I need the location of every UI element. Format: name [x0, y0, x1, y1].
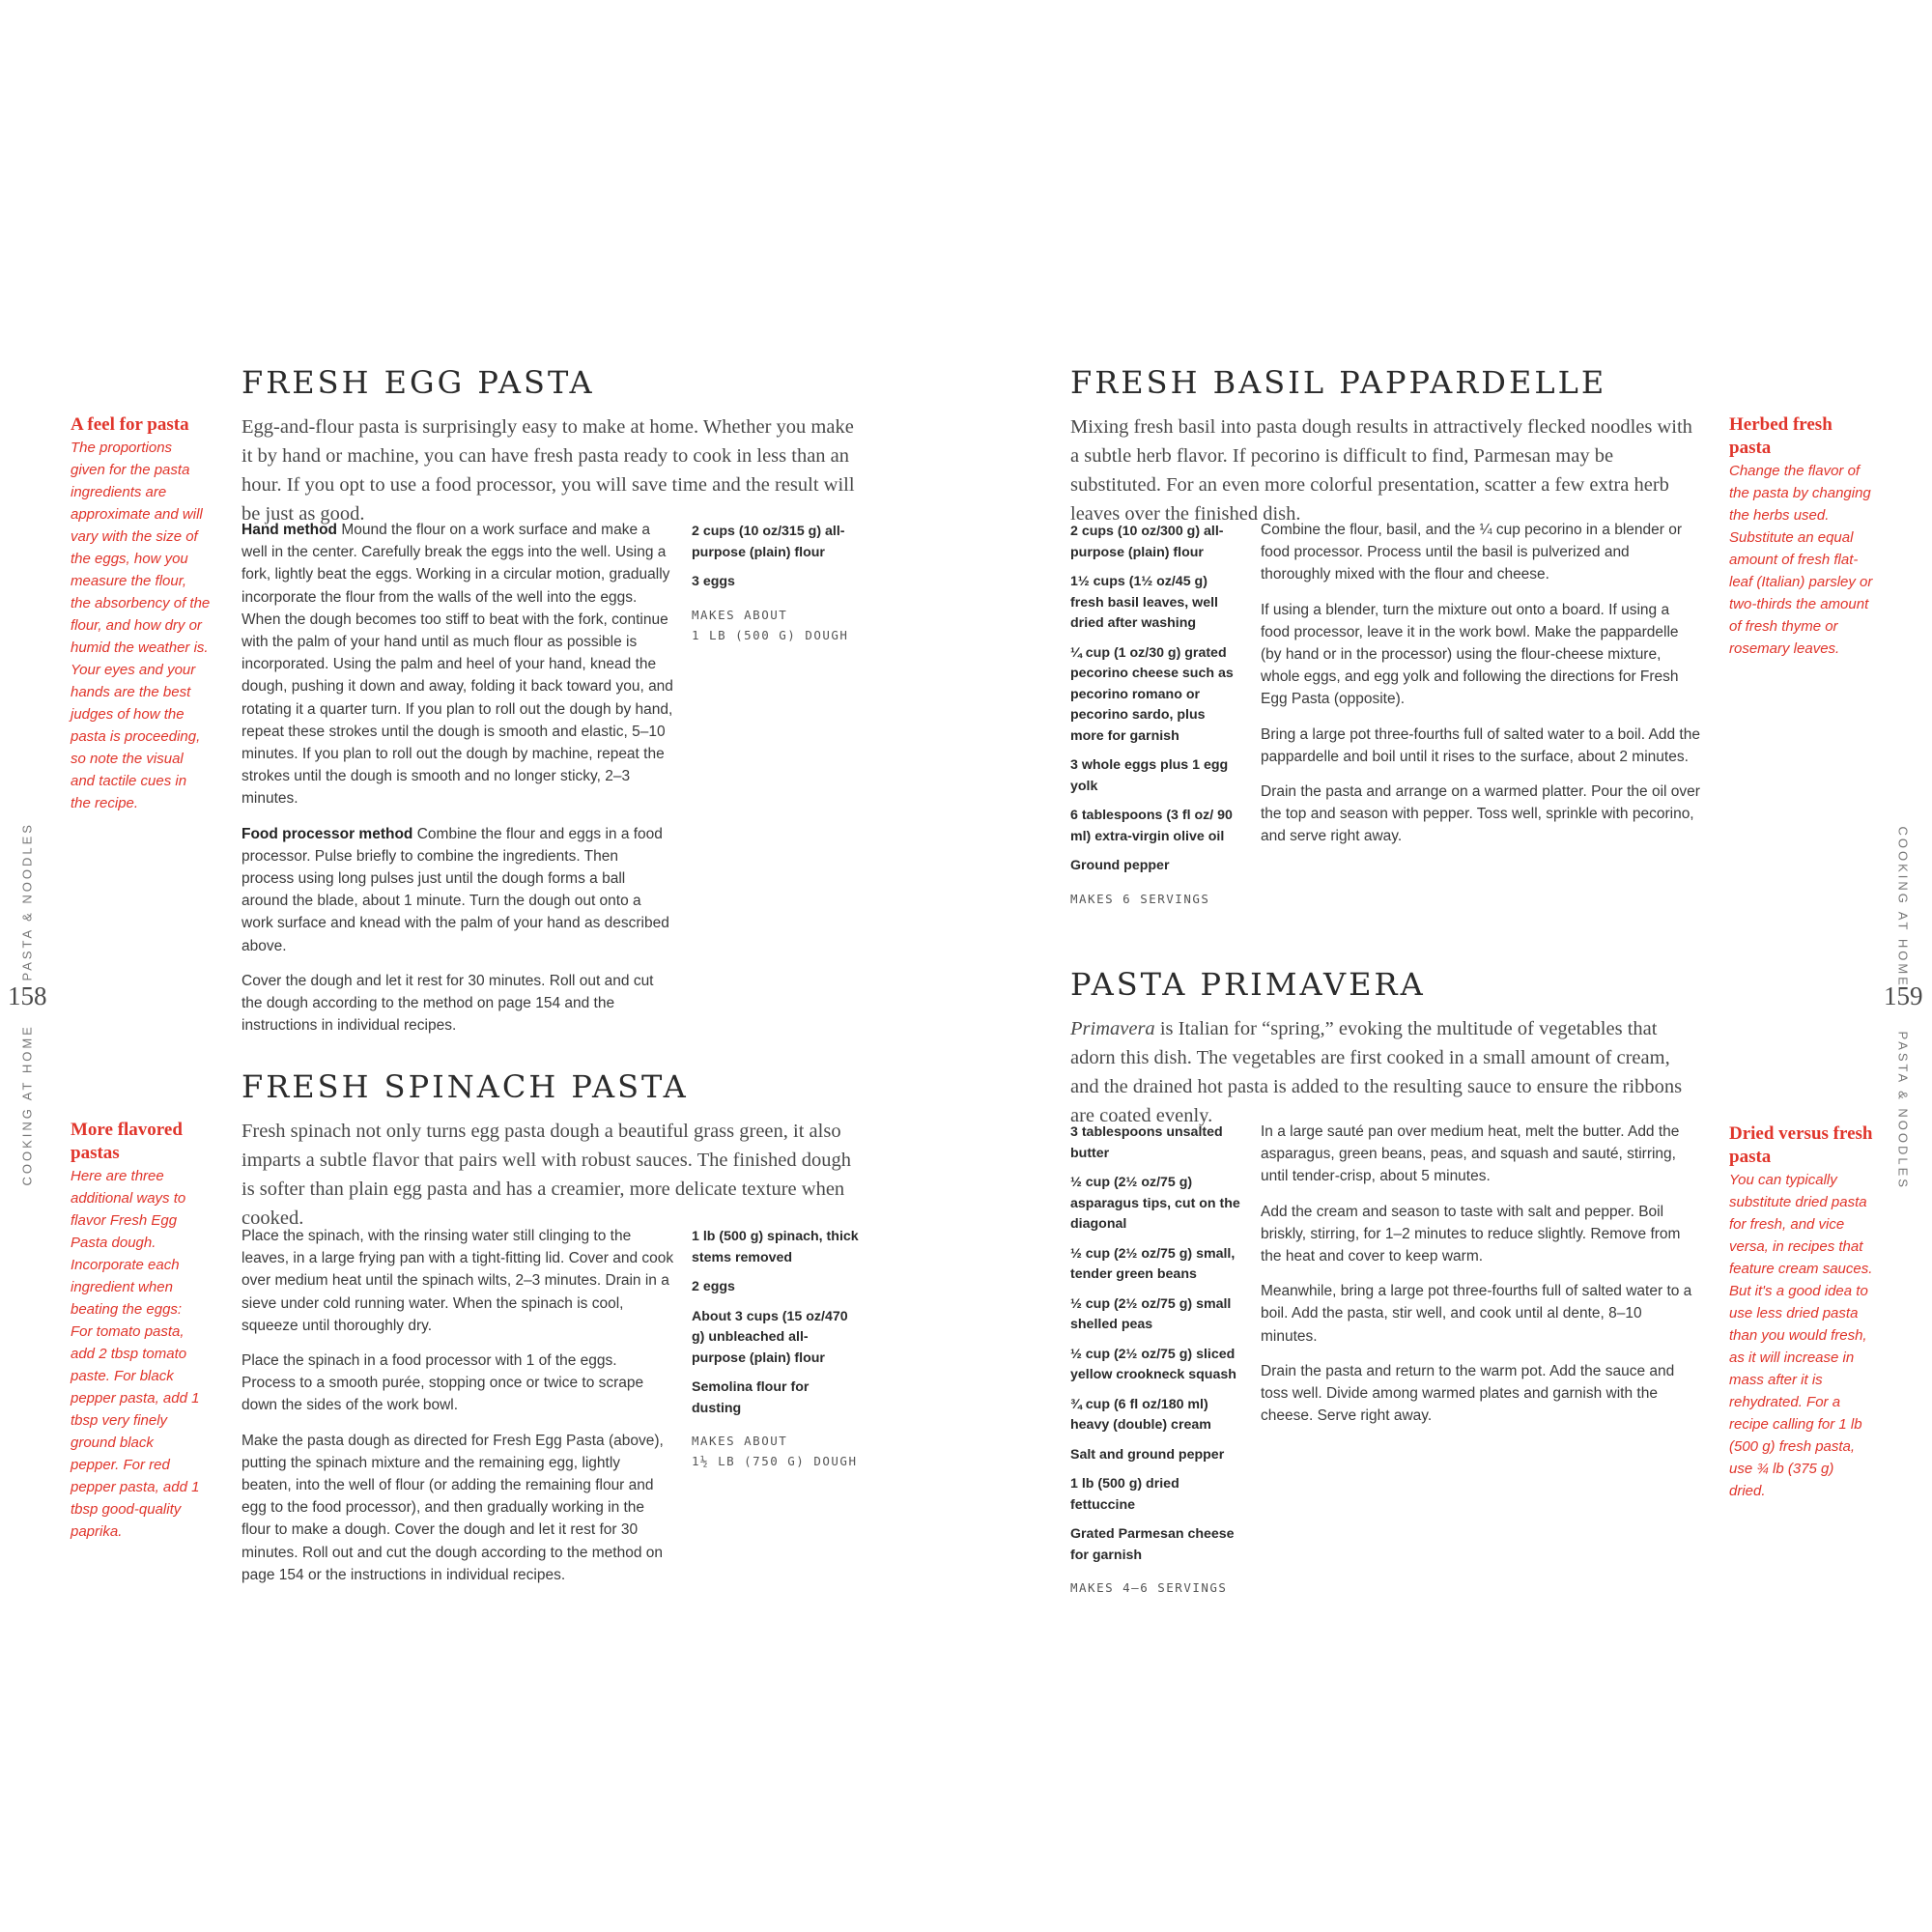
sidebar-text: Change the flavor of the pasta by changing the herbs used. Substitute an equal amount of fresh flat-leaf (Italian) parsley or two-thirds the amount of fresh thyme or rosemary leaves.: [1729, 463, 1873, 657]
ingredient: 1½ cups (1½ oz/45 g) fresh basil leaves, well dried after washing: [1070, 574, 1218, 631]
method-step: Bring a large pot three-fourths full of salted water to a boil. Add the pappardelle and boil until it rises to the surface, about 2 minutes.: [1261, 725, 1700, 765]
method-step: Place the spinach in a food processor with 1 of the eggs. Process to a smooth purée, stopping once or twice to scrape down the sides of the work bowl.: [242, 1352, 644, 1414]
recipe-method: [242, 519, 674, 1049]
method-step: If using a blender, turn the mixture out onto a board. If using a food processor, leave it in the work bowl. Make the pappardelle (by hand or in the processor) using the flour-cheese mixture, whole eggs, and egg yolk and following the directions for Fresh Egg Pasta (opposite).: [1261, 601, 1679, 708]
running-head-book-left: COOKING AT HOME: [19, 1024, 35, 1186]
ingredient: Ground pepper: [1070, 858, 1170, 873]
recipe-title: FRESH EGG PASTA: [242, 364, 595, 401]
method-step: Cover the dough and let it rest for 30 minutes. Roll out and cut the dough according to the method on page 154 and the instructions in individual recipes.: [242, 972, 654, 1035]
ingredient: About 3 cups (15 oz/470 g) unbleached all-purpose (plain) flour: [692, 1308, 848, 1366]
method-step: Place the spinach, with the rinsing water still clinging to the leaves, in a large frying pan with a tight-fitting lid. Cover and cook over medium heat until the spinach wilts, 2–3 minutes. Drain in a sieve under cold running water. When the spinach is cool, squeeze until thoroughly dry.: [242, 1228, 674, 1334]
ingredient-list: [1070, 522, 1242, 909]
recipe-yield: [692, 1431, 861, 1471]
sidebar-heading: A feel for pasta: [71, 414, 189, 435]
intro-text: is Italian for “spring,” evoking the multitude of vegetables that adorn this dish. The vegetables are first cooked in a small amount of cream, and the drained hot pasta is added to the resulting sauce to ensure the ribbons are coated evenly.: [1070, 1018, 1683, 1126]
running-head-section-left: PASTA & NOODLES: [19, 822, 35, 981]
method-lead: Food processor method: [242, 825, 413, 842]
ingredient: ½ cup (2½ oz/75 g) small shelled peas: [1070, 1295, 1232, 1332]
recipe-yield: MAKES 6 SERVINGS: [1070, 891, 1210, 906]
method-step: Combine the flour, basil, and the ¼ cup pecorino in a blender or food processor. Process until the basil is pulverized and thoroughly mixed with the flour and cheese.: [1261, 522, 1682, 583]
sidebar-heading: More flavored pastas: [71, 1120, 183, 1163]
recipe-intro: [1070, 1014, 1698, 1130]
method-step: In a large sauté pan over medium heat, melt the butter. Add the asparagus, green beans, peas, and squash and sauté, stirring, until tender-crisp, about 5 minutes.: [1261, 1123, 1680, 1185]
ingredient: 1 lb (500 g) spinach, thick stems removed: [692, 1229, 859, 1265]
sidebar-more-flavored-pastas: [71, 1119, 206, 1543]
ingredient: 2 eggs: [692, 1279, 735, 1294]
yield-line: MAKES ABOUT: [692, 1434, 788, 1448]
sidebar-text: You can typically substitute dried pasta for fresh, and vice versa, in recipes that feature cream sauces. But it's a good idea to use less dried pasta than you would fresh, as it will increase in mass after it is rehydrated. For a recipe calling for 1 lb (500 g) fresh pasta, use ¾ lb (375 g) dried.: [1729, 1172, 1873, 1499]
recipe-fresh-spinach-pasta: [242, 1068, 860, 1233]
sidebar-heading: Dried versus fresh pasta: [1729, 1123, 1873, 1167]
page-number-left: 158: [8, 981, 47, 1010]
recipe-method: [1261, 519, 1700, 861]
ingredient: 3 whole eggs plus 1 egg yolk: [1070, 757, 1229, 794]
ingredient-list: [692, 522, 856, 645]
ingredient-list: [1070, 1122, 1242, 1598]
method-step: Meanwhile, bring a large pot three-fourths full of salted water to a boil. Add the pasta, stir well, and cook until al dente, 8–10 minutes.: [1261, 1283, 1692, 1345]
recipe-pasta-primavera: [1070, 966, 1698, 1130]
recipe-title: FRESH BASIL PAPPARDELLE: [1070, 364, 1607, 401]
ingredient: Semolina flour for dusting: [692, 1379, 810, 1416]
recipe-yield: [692, 605, 856, 645]
ingredient: ¼ cup (1 oz/30 g) grated pecorino cheese such as pecorino romano or pecorino sardo, plus more for garnish: [1070, 644, 1234, 744]
yield-line: 1½ LB (750 G) DOUGH: [692, 1454, 858, 1468]
recipe-intro: Fresh spinach not only turns egg pasta dough a beautiful grass green, it also imparts a subtle flavor that pairs well with robust sauces. The finished dough is softer than plain egg pasta and has a creamier, more delicate texture when cooked.: [242, 1121, 852, 1229]
intro-emphasis: Primavera: [1070, 1018, 1155, 1039]
method-step: Add the cream and season to taste with salt and pepper. Boil briskly, stirring, for 1–2 minutes to reduce slightly. Remove from the heat and cover to keep warm.: [1261, 1203, 1681, 1265]
ingredient: ¾ cup (6 fl oz/180 ml) heavy (double) cream: [1070, 1396, 1211, 1433]
yield-line: 1 LB (500 G) DOUGH: [692, 627, 849, 642]
ingredient: 2 cups (10 oz/300 g) all-purpose (plain) flour: [1070, 524, 1224, 560]
ingredient-list: [692, 1227, 861, 1471]
ingredient: ½ cup (2½ oz/75 g) small, tender green beans: [1070, 1245, 1236, 1282]
method-step: [242, 823, 674, 957]
ingredient: 3 tablespoons unsalted butter: [1070, 1124, 1223, 1161]
ingredient: ½ cup (2½ oz/75 g) asparagus tips, cut on the diagonal: [1070, 1175, 1240, 1232]
running-head-book-right: COOKING AT HOME: [1895, 826, 1911, 988]
ingredient: 2 cups (10 oz/315 g) all-purpose (plain) flour: [692, 524, 845, 560]
method-text: Mound the flour on a work surface and make a well in the center. Carefully break the eggs into the well. Using a fork, lightly beat the eggs. Working in a circular motion, gradually incorporate the flour from the walls of the well into the eggs. When the dough becomes too stiff to beat with the fork, continue with the palm of your hand until as much flour as possible is incorporated. Using the palm and heel of your hand, knead the dough, pushing it down and away, folding it back toward you, and rotating it a quarter turn. If you plan to roll out the dough by hand, repeat these strokes until the dough is smooth and elastic, 5–10 minutes. If you plan to roll out the dough by machine, repeat the strokes until the dough is smooth and no longer sticky, 2–3 minutes.: [242, 522, 673, 808]
sidebar-herbed-fresh-pasta: [1729, 413, 1874, 660]
sidebar-text: The proportions given for the pasta ingredients are approximate and will vary with the size of the eggs, how you measure the flour, the absorbency of the flour, and how dry or humid the weather is. Your eyes and your hands are the best judges of how the pasta is proceeding, so note the visual and tactile cues in the recipe.: [71, 440, 211, 811]
recipe-method: [242, 1225, 674, 1599]
method-text: Combine the flour and eggs in a food processor. Pulse briefly to combine the ingredients. Then process using long pulses just until the dough forms a ball around the blade, about 1 minute. Turn the dough out onto a work surface and knead with the palm of your hand as described above.: [242, 825, 669, 954]
ingredient: 6 tablespoons (3 fl oz/ 90 ml) extra-virgin olive oil: [1070, 808, 1233, 844]
page-number-right: 159: [1884, 981, 1923, 1010]
recipe-fresh-egg-pasta: [242, 364, 860, 528]
method-lead: Hand method: [242, 522, 338, 538]
running-head-section-right: PASTA & NOODLES: [1895, 1031, 1911, 1190]
recipe-method: [1261, 1121, 1693, 1439]
recipe-title: FRESH SPINACH PASTA: [242, 1068, 689, 1105]
ingredient: 1 lb (500 g) dried fettuccine: [1070, 1476, 1179, 1513]
recipe-title: PASTA PRIMAVERA: [1070, 966, 1426, 1003]
ingredient: ½ cup (2½ oz/75 g) sliced yellow crookneck squash: [1070, 1346, 1236, 1382]
ingredient: Salt and ground pepper: [1070, 1446, 1225, 1463]
sidebar-text: Here are three additional ways to flavor Fresh Egg Pasta dough. Incorporate each ingredient when beating the eggs: For tomato pasta, add 2 tbsp tomato paste. For black pepper pasta, add 1 tbsp very finely ground black pepper. For red pepper pasta, add 1 tbsp good-quality paprika.: [71, 1168, 200, 1540]
method-step: Drain the pasta and return to the warm pot. Add the sauce and toss well. Divide among warmed plates and garnish with the cheese. Serve right away.: [1261, 1362, 1675, 1425]
sidebar-dried-versus-fresh: [1729, 1122, 1874, 1502]
recipe-intro: Mixing fresh basil into pasta dough results in attractively flecked noodles with a subtle herb flavor. If pecorino is difficult to find, Parmesan may be substituted. For an even more colorful presentation, scatter a few extra herb leaves over the finished dish.: [1070, 416, 1692, 525]
recipe-intro: Egg-and-flour pasta is surprisingly easy to make at home. Whether you make it by hand or machine, you can have fresh pasta ready to cook in less than an hour. If you opt to use a food processor, you will save time and the result will be just as good.: [242, 416, 855, 525]
sidebar-feel-for-pasta: [71, 413, 211, 814]
ingredient: Grated Parmesan cheese for garnish: [1070, 1526, 1235, 1563]
recipe-fresh-basil-pappardelle: [1070, 364, 1698, 528]
recipe-yield: MAKES 4–6 SERVINGS: [1070, 1580, 1228, 1595]
method-step: Make the pasta dough as directed for Fresh Egg Pasta (above), putting the spinach mixture and the remaining egg, lightly beaten, into the well of flour (or adding the remaining flour and egg to the food processor), and then gradually working in the flour to make a dough. Cover the dough and let it rest for 30 minutes. Roll out and cut the dough according to the method on page 154 or the instructions in individual recipes.: [242, 1432, 664, 1583]
ingredient: 3 eggs: [692, 574, 735, 589]
method-step: [242, 519, 674, 810]
sidebar-heading: Herbed fresh pasta: [1729, 414, 1833, 458]
method-step: Drain the pasta and arrange on a warmed platter. Pour the oil over the top and season with pepper. Toss well, sprinkle with pecorino, and serve right away.: [1261, 783, 1700, 845]
yield-line: MAKES ABOUT: [692, 607, 788, 622]
